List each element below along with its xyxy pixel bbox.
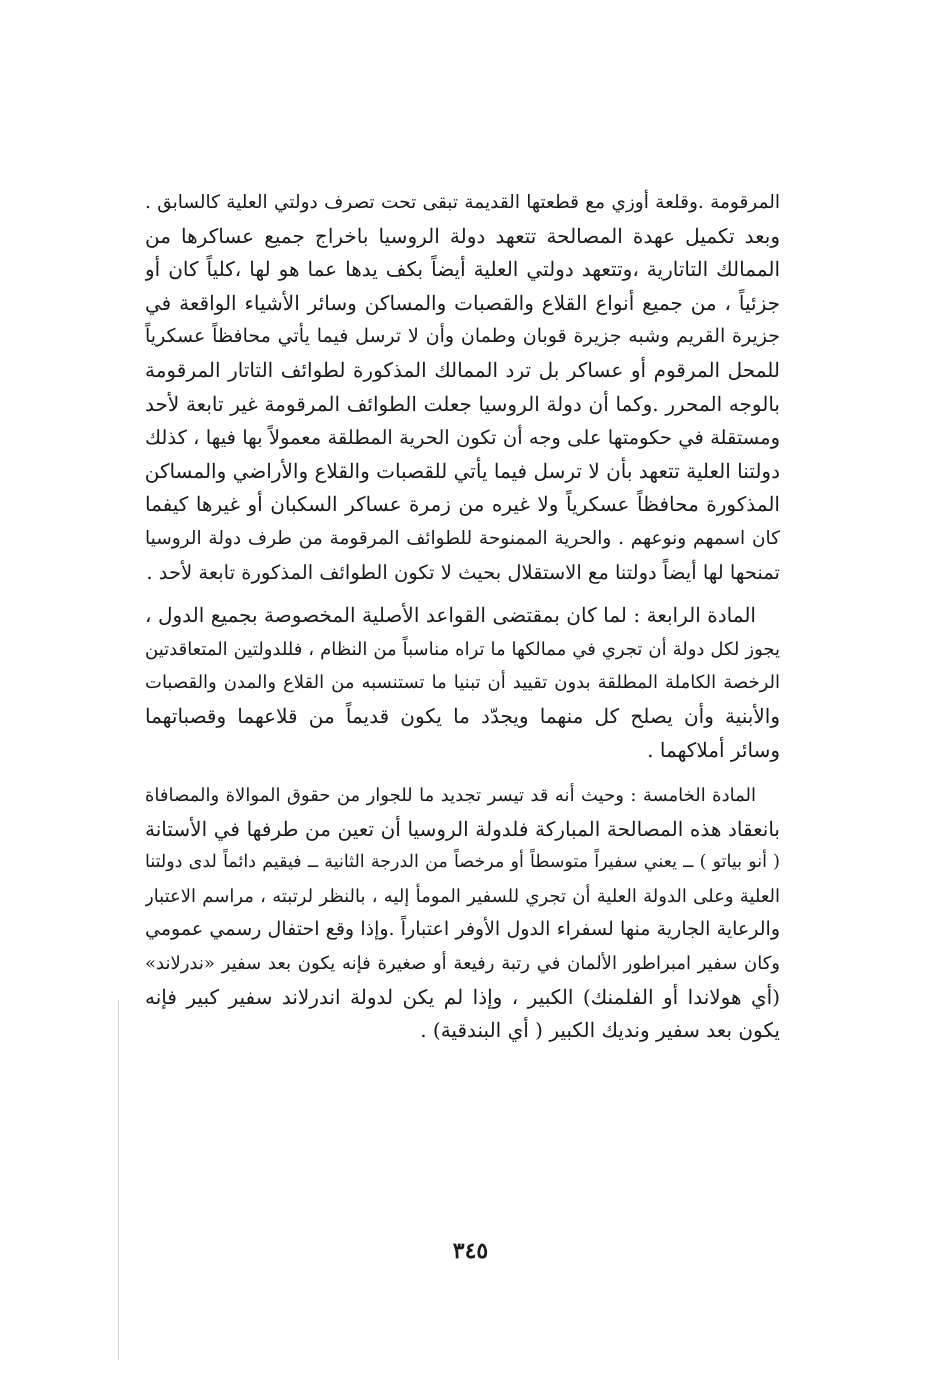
text-line: ومستقلة في حكومتها على وجه أن تكون الحرية المطلقة معمولاً بها فيها ، كذلك	[145, 426, 780, 450]
text-line: ( أنو بياتو ) ــ يعني سفيراً متوسطاً أو مرخصاً من الدرجة الثانية ــ فيقيم دائماً لدى دولتنا	[145, 852, 780, 873]
text-line: للمحل المرقوم أو عساكر بل ترد الممالك المذكورة لطوائف التاتار المرقومة	[145, 357, 780, 382]
text-line: المادة الرابعة : لما كان بمقتضى القواعد الأصلية المخصوصة بجميع الدول ،	[145, 603, 756, 628]
text-line: يكون بعد سفير ونديك الكبير ( أي البندقية) .	[420, 1018, 780, 1043]
text-line: جزيرة القريم وشبه جزيرة قوبان وطمان وأن لا ترسل فيما يأتي محافظاً عسكرياً	[145, 325, 780, 348]
text-line: يجوز لكل دولة أن تجري في ممالكها ما تراه مناسباً من النظام ، فللدولتين المتعاقدتين	[145, 638, 780, 660]
text-line: المذكورة محافظاً عسكرياً ولا غيره من زمرة عساكر السكبان أو غيرها كيفما	[145, 492, 780, 517]
text-line: دولتنا العلية تتعهد بأن لا ترسل فيما يأتي للقصبات والقلاع والأراضي والمساكن	[145, 458, 780, 483]
text-line: المادة الخامسة : وحيث أنه قد تيسر تجديد ما للجوار من حقوق الموالاة والمصافاة	[145, 785, 756, 807]
page-number: ٣٤٥	[452, 1238, 489, 1264]
paragraph-continuation	[145, 186, 780, 589]
text-line: (أي هولاندا أو الفلمنك) الكبير ، وإذا لم يكن لدولة اندرلاند سفير كبير فإنه	[145, 984, 780, 1009]
text-line: الممالك التاتارية ،وتتعهد دولتي العلية أيضاً بكف يدها عما هو لها ،كلياً كان أو	[145, 257, 780, 282]
text-line: وبعد تكميل عهدة المصالحة تتعهد دولة الروسيا باخراج جميع عساكرها من	[145, 223, 780, 248]
text-line: المرقومة .وقلعة أوزي مع قطعتها القديمة تبقى تحت تصرف دولتي العلية كالسابق .	[145, 192, 780, 213]
text-line: والأبنية وأن يصلح كل منهما ويجدّد ما يكون قديماً من قلاعهما وقصباتهما	[145, 703, 780, 728]
text-line: العلية وعلى الدولة العلية أن تجري للسفير المومأ إليه ، بالنظر لرتبته ، مراسم الاعتبار	[145, 885, 780, 907]
text-line: بالوجه المحرر .وكما أن دولة الروسيا جعلت الطوائف المرقومة غير تابعة لأحد	[145, 391, 780, 416]
text-line: كان اسمهم ونوعهم . والحرية الممنوحة للطوائف المرقومة من طرف دولة الروسيا	[145, 527, 780, 549]
text-line: والرعاية الجارية منها لسفراء الدول الأوفر اعتباراً .وإذا وقع احتفال رسمي عمومي	[145, 918, 780, 941]
body-text	[145, 186, 780, 1048]
text-line: تمنحها لها أيضاً دولتنا مع الاستقلال بحيث لا تكون الطوائف المذكورة تابعة لأحد .	[146, 560, 780, 584]
text-line: وسائر أملاكهما .	[647, 737, 780, 762]
text-line: بانعقاد هذه المصالحة المباركة فلدولة الروسيا أن تعين من طرفها في الأستانة	[145, 816, 780, 841]
text-line: وكان سفير امبراطور الألمان في رتبة رفيعة أو صغيرة فإنه يكون بعد سفير «ندرلاند»	[145, 953, 780, 975]
scan-margin-line	[118, 1000, 119, 1360]
paragraph-article-five	[145, 779, 780, 1048]
text-line: الرخصة الكاملة المطلقة بدون تقييد أن تبنيا ما تستنسبه من القلاع والمدن والقصبات	[145, 672, 780, 694]
paragraph-article-four	[145, 599, 780, 767]
text-line: جزئياً ، من جميع أنواع القلاع والقصبات والمساكن وسائر الأشياء الواقعة في	[145, 290, 780, 315]
